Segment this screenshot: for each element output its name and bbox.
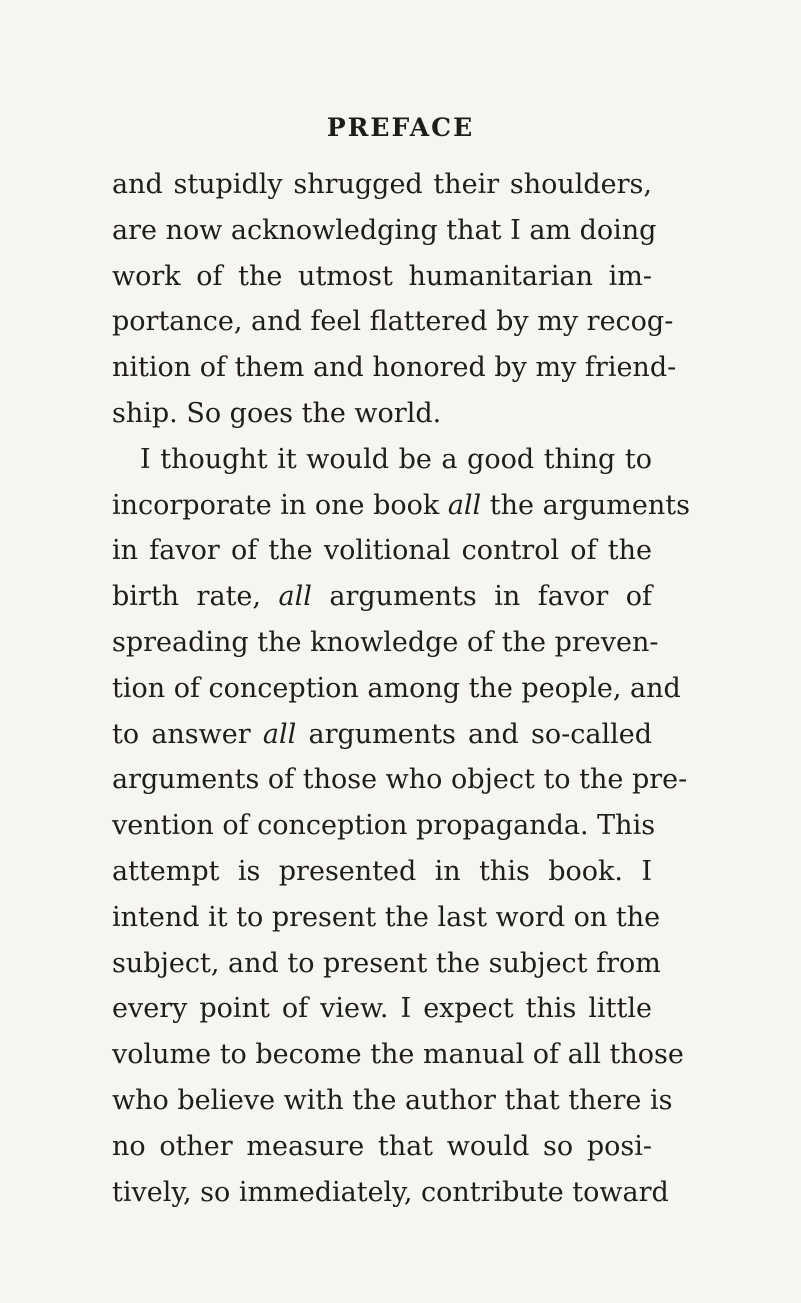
text-fragment: incorporate in one book [112, 489, 440, 521]
text-fragment: birth rate, [112, 581, 261, 613]
text-line: tively, so immediately, contribute toward [112, 1176, 669, 1208]
text-line: every point of view. I expect this little [112, 993, 652, 1025]
text-line: vention of conception propaganda. This [112, 810, 656, 842]
text-line: spreading the knowledge of the preven- [112, 626, 659, 658]
running-head: PREFACE [326, 113, 475, 142]
text-line: intend it to present the last word on the [112, 901, 661, 933]
emphasis-all: all [447, 489, 482, 521]
text-line: arguments of those who object to the pre- [112, 764, 688, 796]
text-line: portance, and feel flattered by my recog- [112, 306, 674, 338]
text-line: in favor of the volitional control of the [112, 535, 652, 567]
text-line: work of the utmost humanitarian im- [112, 260, 652, 292]
text-fragment: arguments in favor of [329, 581, 652, 613]
text-fragment: arguments and so-called [308, 718, 652, 750]
text-line: who believe with the author that there is [112, 1084, 673, 1116]
text-line [112, 483, 690, 529]
text-fragment: to answer [112, 718, 251, 750]
text-line: no other measure that would so posi- [112, 1130, 652, 1162]
text-line: volume to become the manual of all those [112, 1039, 684, 1071]
text-line: and stupidly shrugged their shoulders, [112, 169, 652, 200]
text-line: I thought it would be a good thing to [140, 443, 652, 475]
emphasis-all: all [278, 581, 312, 613]
emphasis-all: all [262, 718, 297, 750]
text-line: attempt is presented in this book. I [112, 855, 652, 887]
text-line [112, 712, 652, 758]
text-line: are now acknowledging that I am doing [112, 214, 657, 246]
text-line: tion of conception among the people, and [112, 672, 681, 704]
text-line: subject, and to present the subject from [112, 947, 661, 979]
text-line [112, 574, 652, 620]
body-text [112, 162, 690, 1215]
text-fragment: the arguments [489, 489, 690, 521]
text-line: ship. So goes the world. [112, 397, 442, 429]
text-line: nition of them and honored by my friend- [112, 352, 677, 384]
